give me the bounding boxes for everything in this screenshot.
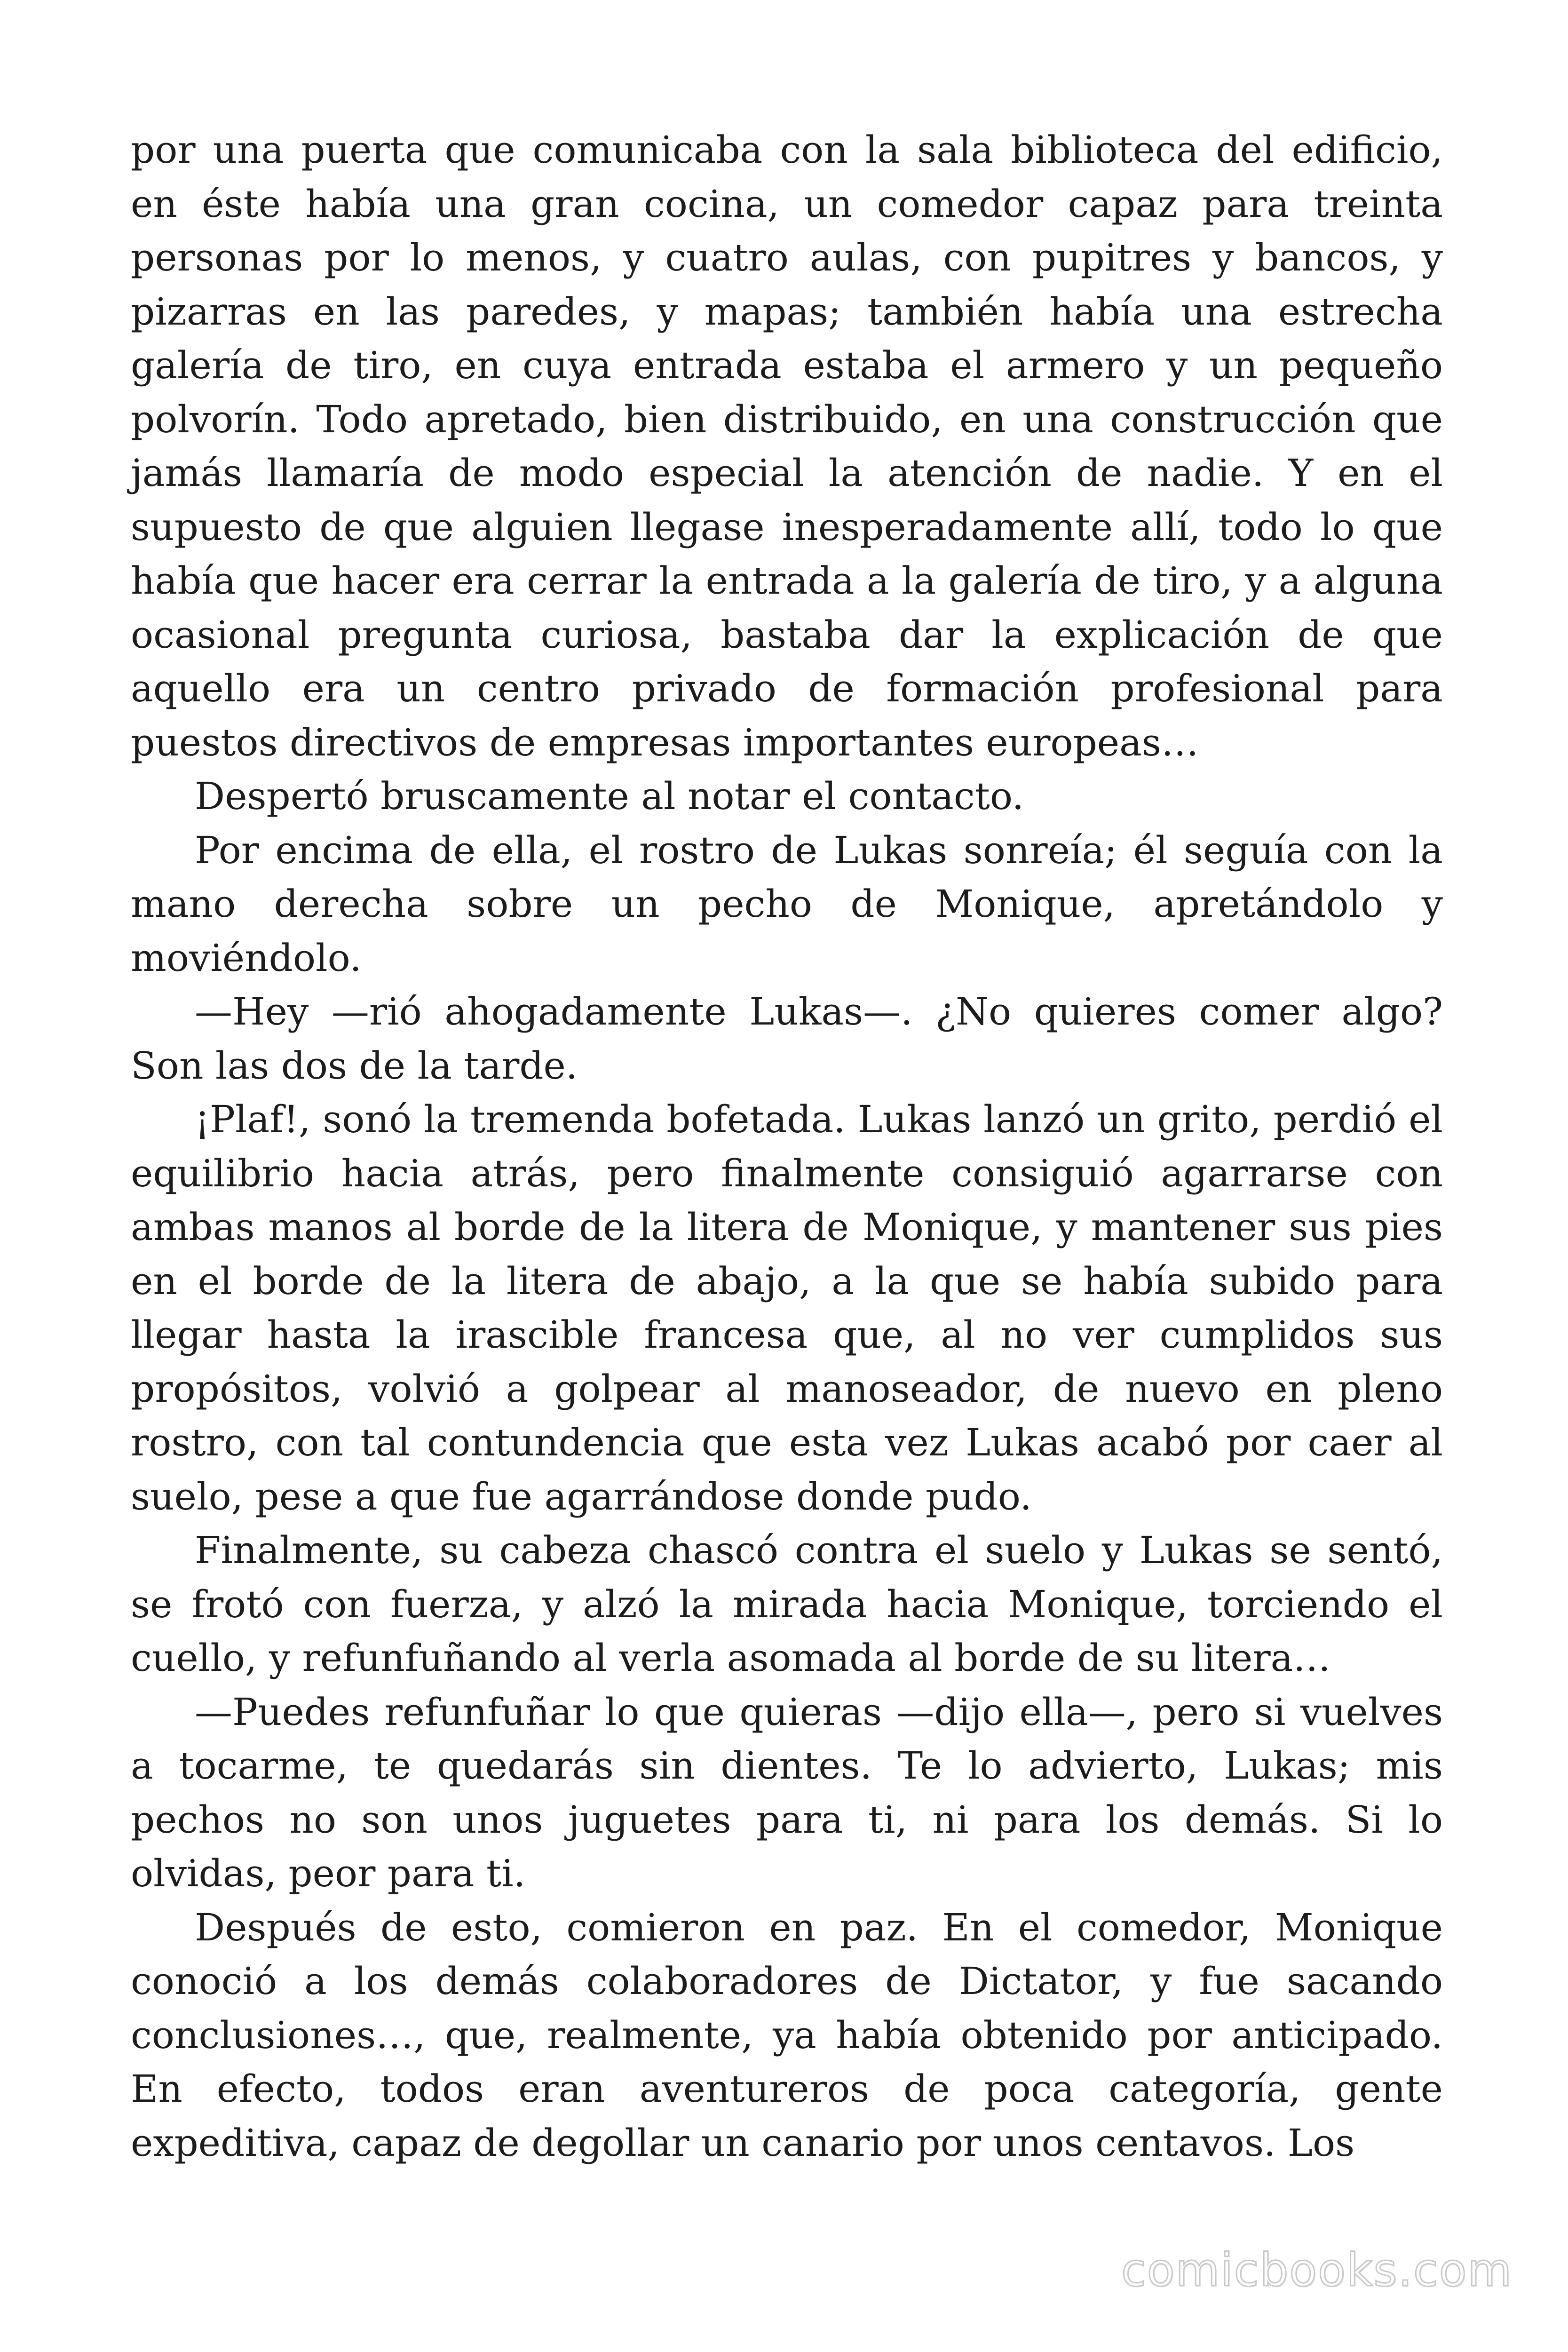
watermark: comicbooks.com bbox=[1121, 2244, 1513, 2296]
paragraph: —Hey —rió ahogadamente Lukas—. ¿No quieres comer algo? Son las dos de la tarde. bbox=[131, 990, 1443, 1088]
paragraph: por una puerta que comunicaba con la sala biblioteca del edificio, en éste había una gran cocina, un comedor capaz para treinta personas por lo menos, y cuatro aulas, con pupitres y bancos, y pizarras en las paredes, y mapas; también había una estrecha galería de tiro, en cuya entrada estaba el armero y un pequeño polvorín. Todo apretado, bien distribuido, en una construcción que jamás llamaría de modo especial la atención de nadie. Y en el supuesto de que alguien llegase inesperadamente allí, todo lo que había que hacer era cerrar la entrada a la galería de tiro, y a alguna ocasional pregunta curiosa, bastaba dar la explicación de que aquello era un centro privado de formación profesional para puestos directivos de empresas importantes europeas… bbox=[131, 128, 1443, 764]
paragraph: Finalmente, su cabeza chascó contra el suelo y Lukas se sentó, se frotó con fuerza, y alzó la mirada hacia Monique, torciendo el cuello, y refunfuñando al verla asomada al borde de su litera… bbox=[131, 1528, 1443, 1680]
paragraph: Despertó bruscamente al notar el contacto. bbox=[195, 774, 1024, 818]
paragraph: —Puedes refunfuñar lo que quieras —dijo ella—, pero si vuelves a tocarme, te quedarás sin dientes. Te lo advierto, Lukas; mis pechos no son unos juguetes para ti, ni para los demás. Si lo olvidas, peor para ti. bbox=[131, 1690, 1443, 1895]
paragraph: Por encima de ella, el rostro de Lukas sonreía; él seguía con la mano derecha sobre un pecho de Monique, apretándolo y moviéndolo. bbox=[131, 828, 1443, 980]
paragraph: Después de esto, comieron en paz. En el comedor, Monique conoció a los demás colaboradores de Dictator, y fue sacando conclusiones…, que, realmente, ya había obtenido por anticipado. En efecto, todos eran aventureros de poca categoría, gente expeditiva, capaz de degollar un canario por unos centavos. Los bbox=[131, 1905, 1443, 2165]
body-text bbox=[131, 123, 1443, 2170]
paragraph: ¡Plaf!, sonó la tremenda bofetada. Lukas lanzó un grito, perdió el equilibrio hacia atrás, pero finalmente consiguió agarrarse con ambas manos al borde de la litera de Monique, y mantener sus pies en el borde de la litera de abajo, a la que se había subido para llegar hasta la irascible francesa que, al no ver cumplidos sus propósitos, volvió a golpear al manoseador, de nuevo en pleno rostro, con tal contundencia que esta vez Lukas acabó por caer al suelo, pese a que fue agarrándose donde pudo. bbox=[131, 1097, 1443, 1518]
